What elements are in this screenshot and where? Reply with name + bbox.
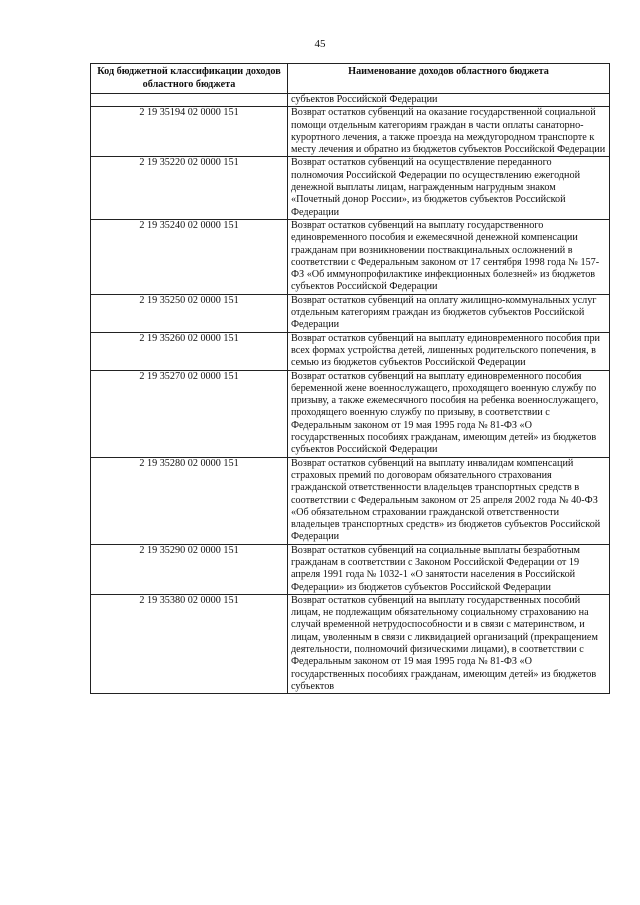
row-name: Возврат остатков субвенций на оплату жилищно-коммунальных услуг отдельным категориям граждан из бюджетов субъектов Российской Федерации — [288, 294, 610, 332]
row-name: Возврат остатков субвенций на социальные выплаты безработным гражданам в соответствии с Законом Российской Федерации от 19 апреля 1991 года № 1032-1 «О занятости населения в Российской Федерации» из бюджетов субъектов Российской Федерации — [288, 544, 610, 594]
row-name: Возврат остатков субвенций на выплату единовременного пособия беременной жене военнослужащего, проходящего военную службу по призыву, а также ежемесячного пособия на ребенка военнослужащего, проходящего военную службу по призыву, в соответствии с Федеральным законом от 19 мая 1995 года № 81-ФЗ «О государственных пособиях гражданам, имеющим детей» из бюджетов субъектов Российской Федерации — [288, 370, 610, 457]
row-name: Возврат остатков субвенций на выплату государственных пособий лицам, не подлежащим обязательному социальному страхованию на случай временной нетрудоспособности и в связи с материнством, и лицам, уволенным в связи с ликвидацией организаций (прекращением деятельности, полномочий физическими лицами), в соответствии с Федеральным законом от 19 мая 1995 года № 81-ФЗ «О государственных пособиях гражданам, имеющим детей» из бюджетов субъектов — [288, 594, 610, 693]
table-row — [91, 544, 610, 594]
row-name: Возврат остатков субвенций на выплату единовременного пособия при всех формах устройства детей, лишенных родительского попечения, в семью из бюджетов субъектов Российской Федерации — [288, 332, 610, 370]
row-code: 2 19 35194 02 0000 151 — [91, 107, 288, 157]
row-code: 2 19 35260 02 0000 151 — [91, 332, 288, 370]
table-row — [91, 594, 610, 693]
table-row — [91, 370, 610, 457]
table-row — [91, 457, 610, 544]
table-row — [91, 94, 610, 107]
table-header-row — [91, 64, 610, 94]
table-row — [91, 294, 610, 332]
page-number: 45 — [314, 38, 326, 50]
row-name: субъектов Российской Федерации — [288, 94, 610, 107]
row-code: 2 19 35220 02 0000 151 — [91, 157, 288, 219]
row-code: 2 19 35280 02 0000 151 — [91, 457, 288, 544]
row-code: 2 19 35250 02 0000 151 — [91, 294, 288, 332]
row-code: 2 19 35270 02 0000 151 — [91, 370, 288, 457]
row-name: Возврат остатков субвенций на выплату государственного единовременного пособия и ежемесячной денежной компенсации гражданам при возникновении поствакцинальных осложнений в соответствии с Федеральным законом от 17 сентября 1998 года № 157-ФЗ «Об иммунопрофилактике инфекционных болезней» из бюджетов субъектов Российской Федерации — [288, 219, 610, 294]
budget-classification-table — [90, 63, 610, 694]
row-code: 2 19 35380 02 0000 151 — [91, 594, 288, 693]
table-row — [91, 107, 610, 157]
row-name: Возврат остатков субвенций на выплату инвалидам компенсаций страховых премий по договорам обязательного страхования гражданской ответственности владельцев транспортных средств в соответствии с Федеральным законом от 25 апреля 2002 года № 40-ФЗ «Об обязательном страховании гражданской ответственности владельцев транспортных средств» из бюджетов субъектов Российской Федерации — [288, 457, 610, 544]
header-code: Код бюджетной классификации доходов областного бюджета — [91, 64, 288, 94]
row-name: Возврат остатков субвенций на осуществление переданного полномочия Российской Федерации по осуществлению ежегодной денежной выплаты лицам, награжденным нагрудным знаком «Почетный донор России», из бюджетов субъектов Российской Федерации — [288, 157, 610, 219]
row-code: 2 19 35240 02 0000 151 — [91, 219, 288, 294]
table-row — [91, 219, 610, 294]
row-code — [91, 94, 288, 107]
row-code: 2 19 35290 02 0000 151 — [91, 544, 288, 594]
table-row — [91, 332, 610, 370]
table-row — [91, 157, 610, 219]
row-name: Возврат остатков субвенций на оказание государственной социальной помощи отдельным категориям граждан в части оплаты санаторно-курортного лечения, а также проезда на междугородном транспорте к месту лечения и обратно из бюджетов субъектов Российской Федерации — [288, 107, 610, 157]
header-name: Наименование доходов областного бюджета — [288, 64, 610, 94]
